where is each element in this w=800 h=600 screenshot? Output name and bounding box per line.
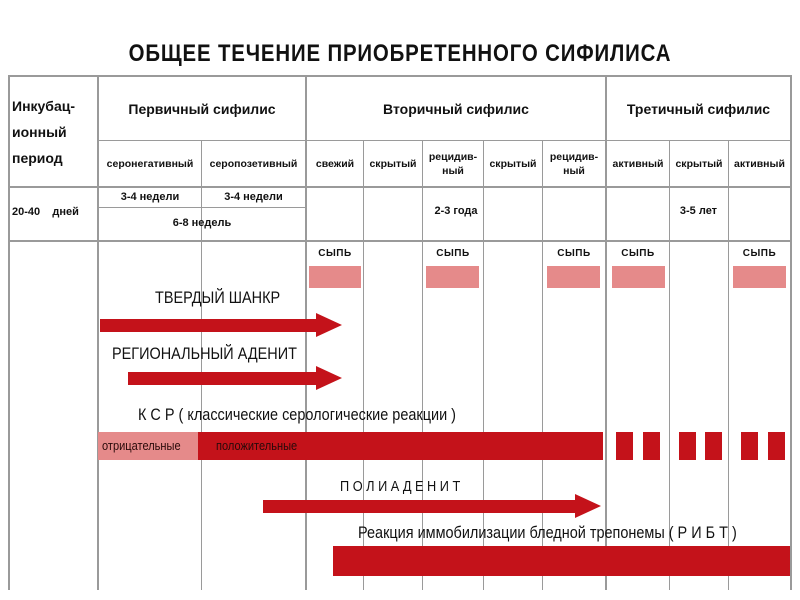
duration-secondary: 2-3 года bbox=[434, 205, 478, 217]
tertiary-header: Третичный сифилис bbox=[626, 100, 771, 117]
rash-marker-recidive-1 bbox=[426, 266, 479, 288]
primary-header: Первичный сифилис bbox=[128, 100, 276, 117]
duration-tertiary: 3-5 лет bbox=[679, 205, 718, 217]
adenitis-label: РЕГИОНАЛЬНЫЙ АДЕНИТ bbox=[112, 344, 297, 363]
subheader-active-2: активный bbox=[734, 157, 785, 170]
rash-marker-active-2 bbox=[733, 266, 786, 288]
duration-primary-total: 6-8 недель bbox=[172, 217, 232, 229]
subheader-recidive-2: рецидив-ный bbox=[549, 150, 599, 177]
rash-marker-fresh bbox=[309, 266, 361, 288]
rash-marker-active-1 bbox=[612, 266, 665, 288]
ksr-negative-label: отрицательные bbox=[102, 438, 181, 453]
ksr-label: К С Р ( классические серологические реакции ) bbox=[138, 405, 456, 424]
incubation-header: Инкубац-ионный период bbox=[12, 98, 76, 166]
ribt-label: Реакция иммобилизации бледной трепонемы ( Р И Б Т ) bbox=[358, 523, 737, 542]
chancre-label: ТВЕРДЫЙ ШАНКР bbox=[155, 288, 281, 307]
subheader-seronegative: серонегативный bbox=[106, 157, 194, 170]
subheader-hidden-3: скрытый bbox=[675, 157, 723, 170]
rash-label-recidive-1: СЫПЬ bbox=[436, 248, 470, 259]
ksr-positive-label: положительные bbox=[216, 438, 298, 453]
rash-label-fresh: СЫПЬ bbox=[318, 248, 352, 259]
page-title: ОБЩЕЕ ТЕЧЕНИЕ ПРИОБРЕТЕННОГО СИФИЛИСА bbox=[128, 40, 672, 67]
polyadenitis-label: П О Л И А Д Е Н И Т bbox=[340, 478, 461, 495]
duration-incubation: 20-40 дней bbox=[12, 206, 79, 218]
duration-seropositive: 3-4 недели bbox=[224, 191, 283, 203]
rash-label-active-1: СЫПЬ bbox=[621, 248, 655, 259]
subheader-fresh: свежий bbox=[315, 157, 355, 170]
ribt-bar bbox=[333, 546, 790, 576]
duration-seronegative: 3-4 недели bbox=[120, 191, 180, 203]
subheader-active-1: активный bbox=[612, 157, 664, 170]
subheader-hidden-2: скрытый bbox=[489, 157, 537, 170]
subheader-hidden-1: скрытый bbox=[369, 157, 417, 170]
rash-label-active-2: СЫПЬ bbox=[742, 248, 777, 259]
rash-label-recidive-2: СЫПЬ bbox=[557, 248, 591, 259]
rash-marker-recidive-2 bbox=[547, 266, 600, 288]
subheader-recidive-1: рецидив-ный bbox=[428, 150, 478, 177]
secondary-header: Вторичный сифилис bbox=[383, 100, 529, 117]
subheader-seropositive: серопозетивный bbox=[209, 157, 298, 170]
